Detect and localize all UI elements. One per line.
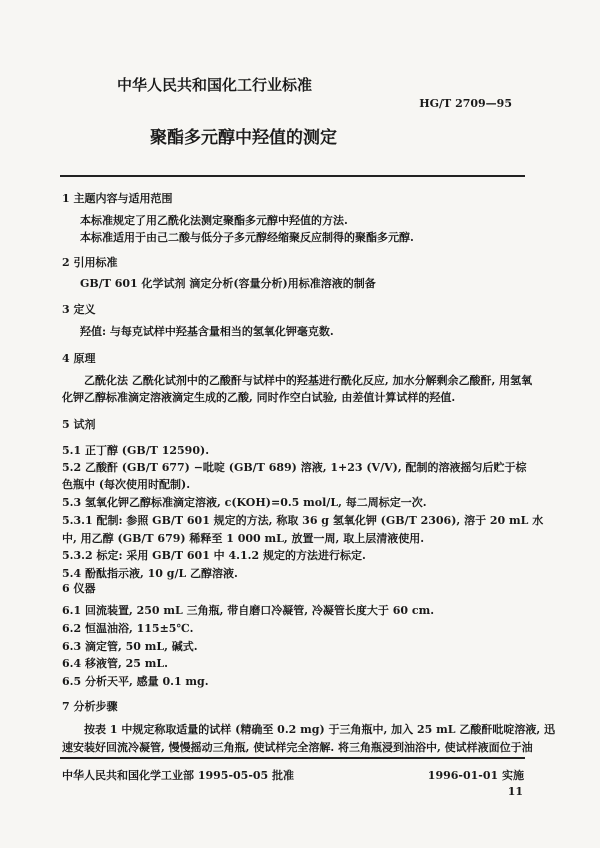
footer-divider [60,757,525,759]
clause-5-1: 5.1 正丁醇 (GB/T 12590). [62,444,210,457]
clause-6-1: 6.1 回流装置, 250 mL 三角瓶, 带自磨口冷凝管, 冷凝管长度大于 60 cm. [62,604,435,617]
section-1-paragraph: 本标准适用于由己二酸与低分子多元醇经缩聚反应制得的聚酯多元醇. [80,231,414,244]
section-5-heading: 5 试剂 [62,418,96,431]
document-title: 聚酯多元醇中羟值的测定 [150,128,337,148]
clause-5-4: 5.4 酚酞指示液, 10 g/L 乙醇溶液. [62,567,238,580]
section-3-heading: 3 定义 [62,303,96,316]
section-7-heading: 7 分析步骤 [62,700,118,713]
clause-5-2: 5.2 乙酸酐 (GB/T 677) −吡啶 (GB/T 689) 溶液, 1+23 (V/V), 配制的溶液摇匀后贮于棕 [62,461,527,474]
section-2-heading: 2 引用标准 [62,256,118,269]
issuing-body-title: 中华人民共和国化工行业标准 [117,76,313,94]
clause-6-2: 6.2 恒温油浴, 115±5℃. [62,622,194,635]
clause-6-5: 6.5 分析天平, 感量 0.1 mg. [62,675,209,688]
standard-code: HG/T 2709—95 [419,97,512,110]
clause-5-3-2: 5.3.2 标定: 采用 GB/T 601 中 4.1.2 规定的方法进行标定. [62,549,366,562]
clause-5-3-1: 5.3.1 配制: 参照 GB/T 601 规定的方法, 称取 36 g 氢氧化钾 (GB/T 2306), 溶于 20 mL 水 [62,514,544,527]
section-7-paragraph: 按表 1 中规定称取适量的试样 (精确至 0.2 mg) 于三角瓶中, 加入 25 mL 乙酸酐吡啶溶液, 迅 [84,723,555,736]
clause-5-3: 5.3 氢氧化钾乙醇标准滴定溶液, c(KOH)=0.5 mol/L, 每二周标定一次. [62,496,427,509]
header-divider [60,175,525,177]
section-4-paragraph: 化钾乙醇标准滴定溶液滴定生成的乙酸, 同时作空白试验, 由差值计算试样的羟值. [62,391,456,404]
section-4-paragraph: 乙酰化法 乙酰化试剂中的乙酸酐与试样中的羟基进行酰化反应, 加水分解剩余乙酸酐, 用氢氧 [84,374,533,387]
clause-6-3: 6.3 滴定管, 50 mL, 碱式. [62,640,198,653]
section-7-paragraph: 速安装好回流冷凝管, 慢慢摇动三角瓶, 使试样完全溶解. 将三角瓶浸到油浴中, 使试样液面位于油 [62,741,533,754]
clause-5-3-1: 中, 用乙醇 (GB/T 679) 稀释至 1 000 mL, 放置一周, 取上层清液使用. [62,532,425,545]
section-3-definition: 羟值: 与每克试样中羟基含量相当的氢氧化钾毫克数. [80,325,334,338]
section-1-heading: 1 主题内容与适用范围 [62,192,173,205]
section-4-heading: 4 原理 [62,352,96,365]
section-2-reference: GB/T 601 化学试剂 滴定分析(容量分析)用标准溶液的制备 [80,277,376,290]
section-6-heading: 6 仪器 [62,582,96,595]
clause-5-2: 色瓶中 (每次使用时配制). [62,478,191,491]
page-number: 11 [507,785,523,798]
approval-line: 中华人民共和国化学工业部 1995-05-05 批准 [62,769,295,782]
effective-date: 1996-01-01 实施 [427,769,524,782]
section-1-paragraph: 本标准规定了用乙酰化法测定聚酯多元醇中羟值的方法. [80,214,348,227]
clause-6-4: 6.4 移液管, 25 mL. [62,657,168,670]
